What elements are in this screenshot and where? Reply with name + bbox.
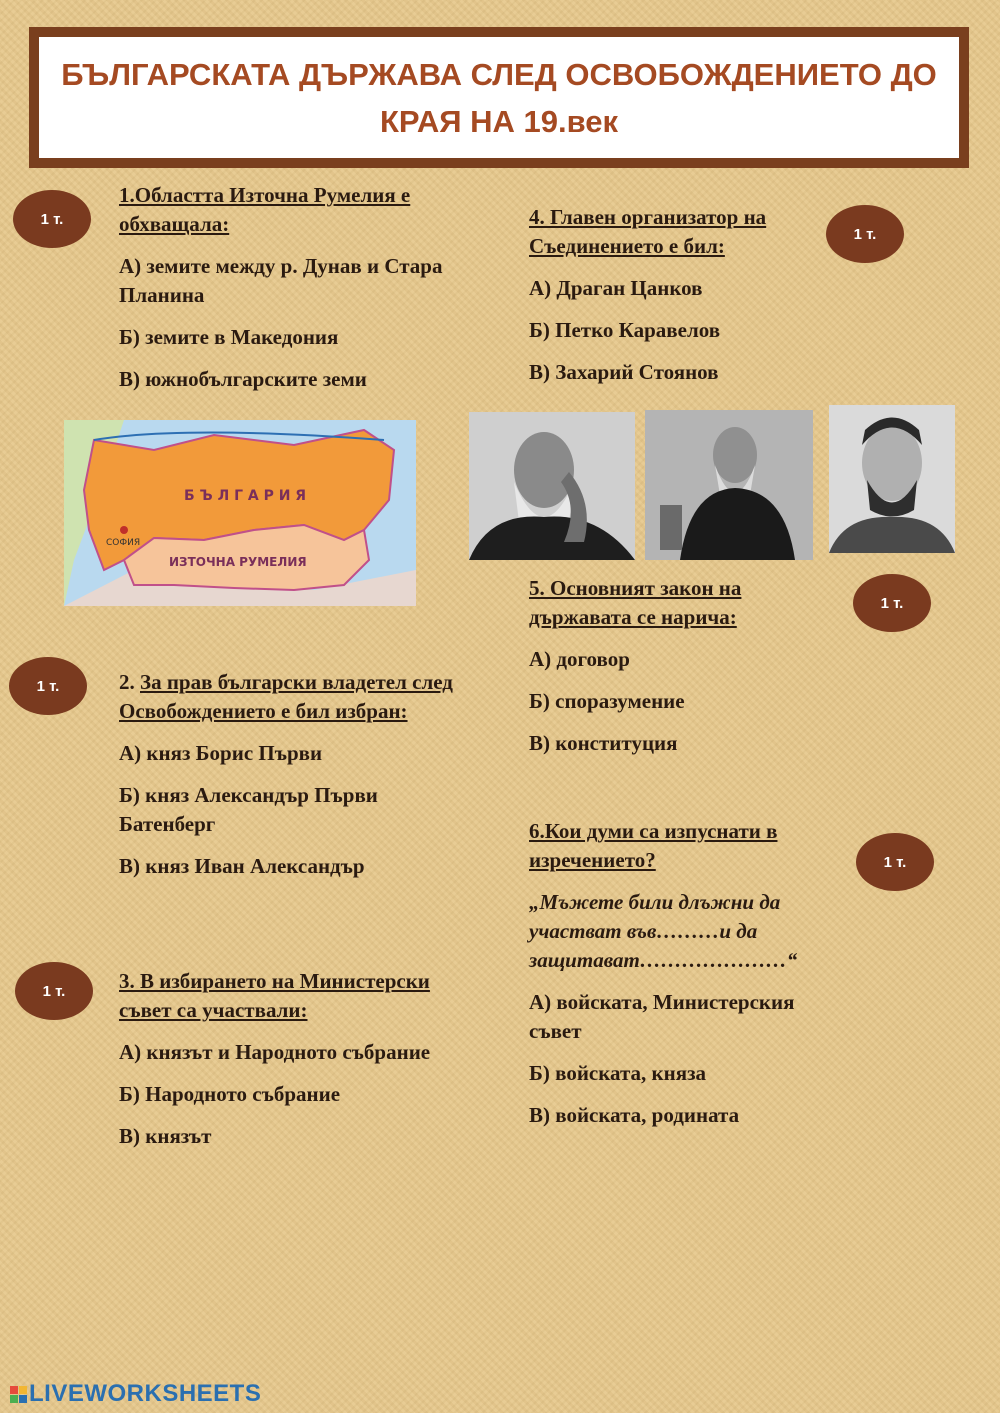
portrait-1 [469, 412, 635, 560]
brand-name: LIVEWORKSHEETS [29, 1380, 262, 1407]
question-6 [529, 817, 839, 1143]
question-1-option-b[interactable]: Б) земите в Македония [119, 325, 339, 349]
question-2-title: За прав български владетел след Освобождението е бил избран: [119, 670, 453, 723]
portrait-3 [829, 405, 955, 553]
question-1-title: 1.Областта Източна Румелия е обхващала: [119, 183, 411, 236]
portrait-2 [645, 410, 813, 560]
map-svg [64, 420, 416, 606]
question-1-option-a[interactable]: А) земите между р. Дунав и Стара Планина [119, 254, 443, 307]
map-label-bulgaria: Б Ъ Л Г А Р И Я [184, 488, 307, 504]
portrait-1-svg [469, 412, 635, 560]
points-badge-q1: 1 т. [13, 190, 91, 248]
points-badge-q5: 1 т. [853, 574, 931, 632]
map-label-sofia: СОФИЯ [106, 538, 141, 548]
question-4-option-a[interactable]: А) Драган Цанков [529, 276, 703, 300]
question-5-option-a[interactable]: А) договор [529, 647, 630, 671]
question-2-option-c[interactable]: В) княз Иван Александър [119, 854, 365, 878]
question-4-option-b[interactable]: Б) Петко Каравелов [529, 318, 721, 342]
page-title: БЪЛГАРСКАТА ДЪРЖАВА СЛЕД ОСВОБОЖДЕНИЕТО ДО КРАЯ НА 19.век [61, 56, 937, 139]
points-badge-q4: 1 т. [826, 205, 904, 263]
map-label-rumelia: ИЗТОЧНА РУМЕЛИЯ [169, 555, 307, 569]
logo-squares-icon [10, 1386, 27, 1403]
portrait-3-svg [829, 405, 955, 553]
question-5 [529, 574, 829, 771]
question-4-title: 4. Главен организатор на Съединението е бил: [529, 205, 767, 258]
points-badge-q6: 1 т. [856, 833, 934, 891]
question-2 [119, 668, 459, 894]
question-5-title: 5. Основният закон на държавата се нарича: [529, 576, 742, 629]
map-sofia-marker [120, 526, 128, 534]
question-4 [529, 203, 829, 400]
question-1-option-c[interactable]: В) южнобългарските земи [119, 367, 367, 391]
map-image [64, 420, 416, 606]
points-badge-q3: 1 т. [15, 962, 93, 1020]
liveworksheets-logo[interactable] [10, 1380, 261, 1408]
question-3-option-a[interactable]: А) князът и Народното събрание [119, 1040, 431, 1064]
question-2-heading [119, 668, 459, 726]
question-3-option-c[interactable]: В) князът [119, 1124, 212, 1148]
title-box [29, 27, 969, 168]
question-2-option-a[interactable]: А) княз Борис Първи [119, 741, 323, 765]
points-badge-q2: 1 т. [9, 657, 87, 715]
question-3-option-b[interactable]: Б) Народното събрание [119, 1082, 341, 1106]
portrait-2-svg [645, 410, 813, 560]
question-6-quote: „Мъжете били длъжни да участват във………и да защитават…………………“ [529, 890, 798, 972]
question-1 [119, 181, 479, 407]
question-2-number: 2. [119, 670, 140, 694]
question-6-option-a[interactable]: А) войската, Министерския съвет [529, 990, 795, 1043]
question-6-option-c[interactable]: В) войската, родината [529, 1103, 740, 1127]
question-5-option-b[interactable]: Б) споразумение [529, 689, 685, 713]
question-3 [119, 967, 479, 1164]
question-3-title: 3. В избирането на Министерски съвет са участвали: [119, 969, 430, 1022]
question-6-title: 6.Кои думи са изпуснати в изречението? [529, 819, 778, 872]
question-4-option-c[interactable]: В) Захарий Стоянов [529, 360, 719, 384]
question-5-option-c[interactable]: В) конституция [529, 731, 678, 755]
question-6-option-b[interactable]: Б) войската, княза [529, 1061, 707, 1085]
question-2-option-b[interactable]: Б) княз Александър Първи Батенберг [119, 783, 378, 836]
